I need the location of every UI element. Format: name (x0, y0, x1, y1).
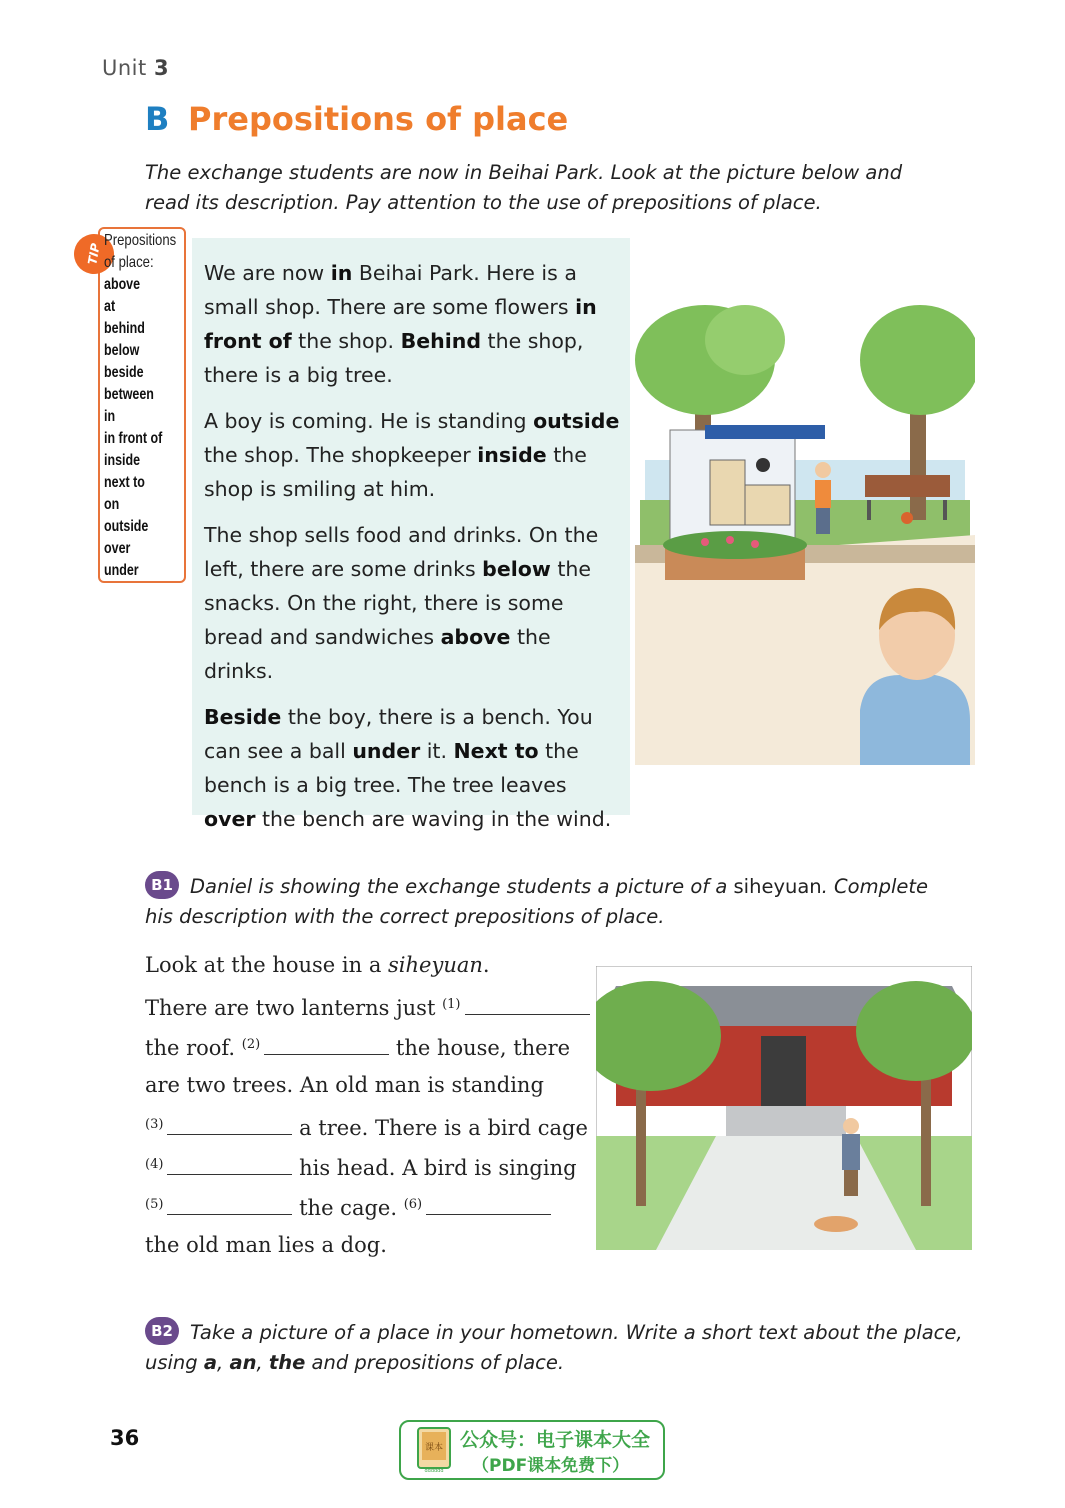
reading-paragraph (204, 518, 624, 688)
tip-item: inside (104, 452, 141, 469)
section-title: Prepositions of place (188, 100, 569, 138)
answer-blank-2[interactable] (264, 1036, 389, 1055)
reading-run: the bench is a big tree. The tree leaves (204, 739, 579, 797)
reading-run: Beihai Park. Here is a small shop. There are some flowers (204, 261, 577, 319)
reading-run: the shop. The shopkeeper (204, 443, 478, 467)
tip-list (104, 274, 166, 582)
svg-text:课本: 课本 (424, 1443, 444, 1453)
stamp-line-1: 公众号：电子课本大全 (460, 1429, 651, 1451)
reading-paragraph (204, 256, 624, 392)
tip-item: below (104, 342, 140, 359)
preposition-highlight: outside (533, 409, 620, 433)
siheyuan-illustration (596, 966, 972, 1250)
b2-badge: B2 (145, 1317, 179, 1345)
reading-run: We are now (204, 261, 331, 285)
reading-run: the shop is smiling at him. (204, 443, 587, 501)
preposition-highlight: Behind (400, 329, 482, 353)
b1-exercise: Look at the house in a siheyuan. There are two lanterns just $^{(1)}$ the roof. $^{(2)}$ the house, there are two trees. An old man is standing $^{(3)}$ a tree. There is a bird cage $^{(4)}$ his head. A bird is singing $^{(5)}$ the cage. $^{(6)}$ the old man lies a dog. (145, 953, 588, 1257)
reading-run: the snacks. On the right, there is some bread and sandwiches (204, 557, 591, 649)
book-icon (416, 1426, 452, 1474)
reading-run: the bench are waving in the wind. (255, 807, 612, 831)
tip-item: above (104, 276, 141, 293)
b1-instructions: Daniel is showing the exchange students a picture of a siheyuan. Complete his description with the correct prepositions of place. (145, 875, 929, 928)
page-number: 36 (110, 1426, 140, 1450)
answer-blank-6[interactable] (426, 1196, 551, 1215)
tip-item: beside (104, 364, 144, 381)
reading-run: the drinks. (204, 625, 551, 683)
preposition-highlight: in front of (204, 295, 597, 353)
answer-blank-5[interactable] (167, 1196, 292, 1215)
preposition-highlight: inside (477, 443, 547, 467)
preposition-highlight: under (352, 739, 421, 763)
preposition-highlight: below (482, 557, 551, 581)
reading-text (204, 256, 624, 848)
answer-blank-4[interactable] (167, 1156, 292, 1175)
tip-item: in (104, 408, 116, 425)
reading-run: A boy is coming. He is standing (204, 409, 534, 433)
reading-paragraph (204, 404, 624, 506)
b2-instructions: Take a picture of a place in your hometown. Write a short text about the place, using a, an, the and prepositions of place. (145, 1321, 963, 1374)
tip-item: over (104, 540, 131, 557)
reading-run: it. (420, 739, 454, 763)
tip-item: at (104, 298, 116, 315)
tip-item: next to (104, 474, 145, 491)
tip-badge: TIP (71, 231, 117, 277)
preposition-highlight: in (330, 261, 353, 285)
tip-item: between (104, 386, 154, 403)
svg-text:dddddd: dddddd (424, 1468, 444, 1474)
tip-item: outside (104, 518, 149, 535)
answer-blank-3[interactable] (167, 1116, 292, 1135)
tip-heading: Prepositions of place: (104, 232, 177, 271)
reading-run: The shop sells food and drinks. On the left, there are some drinks (204, 523, 599, 581)
answer-blank-1[interactable] (465, 996, 590, 1015)
reading-run: the shop. (291, 329, 401, 353)
b1-badge: B1 (145, 871, 179, 899)
preposition-highlight: over (204, 807, 256, 831)
section-intro: The exchange students are now in Beihai Park. Look at the picture below and read its description. Pay attention to the use of prepositions of place. (145, 161, 903, 214)
tip-item: under (104, 562, 139, 579)
preposition-highlight: Next to (453, 739, 539, 763)
preposition-highlight: above (440, 625, 511, 649)
section-letter: B (145, 100, 170, 138)
tip-item: in front of (104, 430, 163, 447)
reading-paragraph (204, 700, 624, 836)
reading-run: the shop, there is a big tree. (204, 329, 584, 387)
unit-label: Unit 3 (102, 56, 170, 80)
park-illustration (635, 290, 975, 765)
stamp-line-2: （PDF课本免费下） (472, 1456, 630, 1476)
preposition-highlight: Beside (204, 705, 282, 729)
tip-item: on (104, 496, 120, 513)
tip-item: behind (104, 320, 145, 337)
reading-run: the boy, there is a bench. You can see a ball (204, 705, 593, 763)
